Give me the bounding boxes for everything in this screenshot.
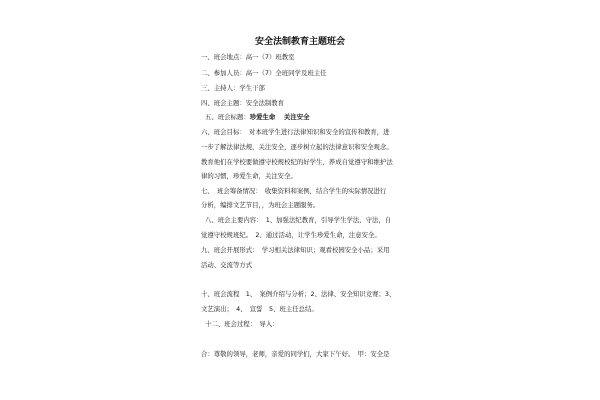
text-line-location: 一、班会地点：高一（7）班教室 <box>201 53 295 61</box>
text-line-opening: 合：尊敬的领导，老师，亲爱的同学们，大家下午好。 甲：安全是 <box>201 350 390 358</box>
text-line-content-1: 八、班会主要内容： 1、加强法纪教育，引导学生学法、守法，自 <box>205 216 392 224</box>
text-line-host: 三、主持人：学生干部 <box>201 84 265 92</box>
text-line-theme: 四、班会主题：安全法制教育 <box>201 99 285 107</box>
text-line-prep-1: 七、 班会筹备情况： 收集资料和案例，结合学生的实际情况进行 <box>201 187 387 195</box>
text-line-goal-3: 教育他们在学校要做遵守校规校纪的好学生，养成自觉遵守和维护法 <box>201 158 393 166</box>
text-line-goal-1: 六、班会目标： 对本班学生进行法律知识和安全的宣传和教育，进 <box>201 128 390 136</box>
text-line-content-2: 觉遵守校规班纪。 2、通过活动，让学生珍爱生命，注意安全。 <box>201 231 381 239</box>
text-line-form-2: 活动、交流等方式 <box>201 261 253 269</box>
document-title: 安全法制教育主题班会 <box>254 37 345 47</box>
text-line-prep-2: 分析，编排文艺节目，，为班会主题服务。 <box>201 201 320 209</box>
text-line-form-1: 九、班会开展形式： 学习相关法律知识；观看校园安全小品；采用 <box>201 246 390 254</box>
text-line-goal-4: 律的习惯，珍爱生命，关注安全。 <box>201 172 297 180</box>
text-line-process: 十二、班会过程： 导入： <box>205 320 279 328</box>
text-line-participants: 二、参加人员：高一（7）全班同学及班主任 <box>201 69 327 77</box>
text-line-flow-2: 文艺演出； 4、 宣誓 5、班主任总结。 <box>201 305 318 313</box>
heading-slogan: 珍爱生命 关注安全 <box>249 113 310 121</box>
text-line-heading-label <box>205 113 415 122</box>
text-line-goal-2: 一步了解法律法规，关注安全，逐步树立起的法律意识和安全观念。 <box>201 143 393 151</box>
heading-label: 五、班会标题： <box>205 113 250 121</box>
text-line-flow-1: 十、班会流程 1、 案例介绍与分析；2、法律、安全知识竞赛；3、 <box>201 290 396 298</box>
